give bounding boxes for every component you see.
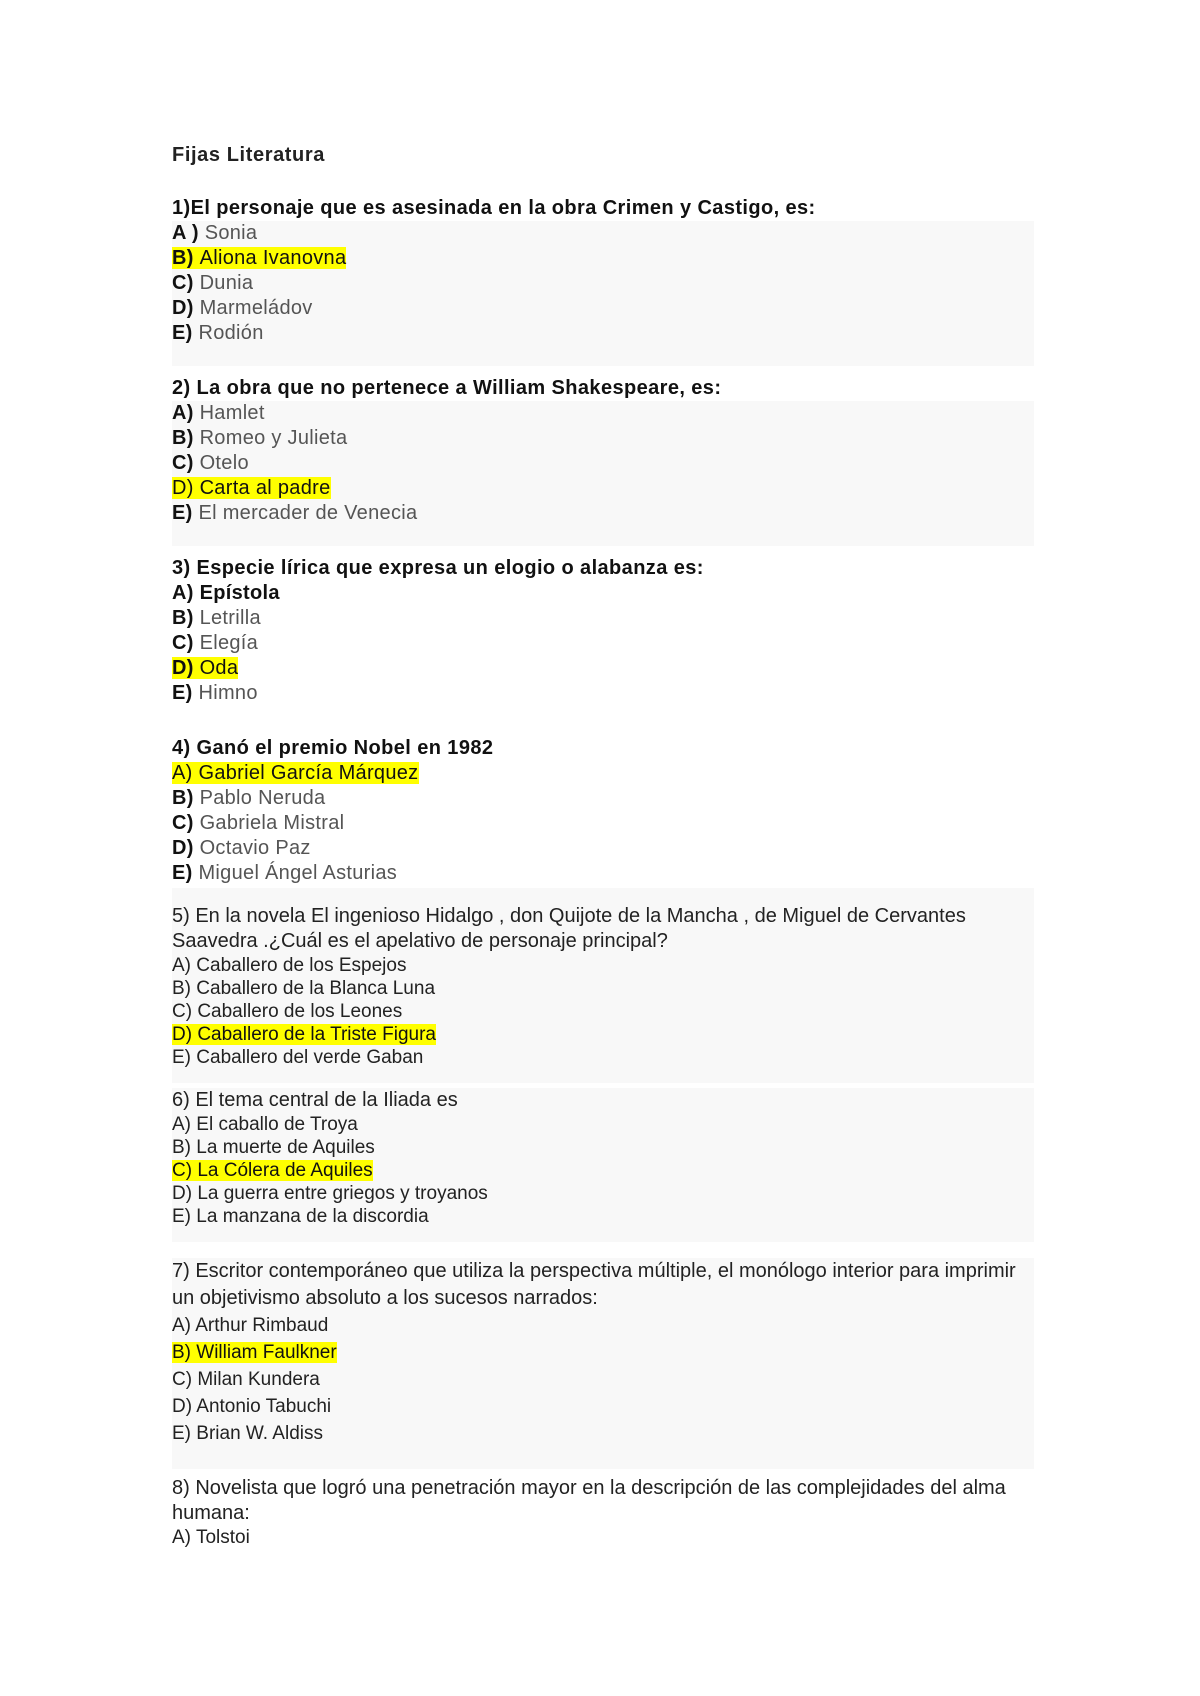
option-a: A) Epístola <box>172 582 280 604</box>
option-a: A) Arthur Rimbaud <box>172 1315 329 1336</box>
option-e: E) El mercader de Venecia <box>172 502 418 524</box>
question-5 <box>172 888 1034 1083</box>
option-c: C) Dunia <box>172 272 254 294</box>
options-block <box>172 581 1034 706</box>
option-c: C) Elegía <box>172 632 259 654</box>
question-text: 4) Ganó el premio Nobel en 1982 <box>172 737 494 759</box>
question-1 <box>172 196 1034 366</box>
option-b: B) Letrilla <box>172 607 261 629</box>
option-b: B) La muerte de Aquiles <box>172 1137 375 1158</box>
option-b: B) Caballero de la Blanca Luna <box>172 978 436 999</box>
option-a: A) Hamlet <box>172 402 265 424</box>
option-d: D) Marmeládov <box>172 297 313 319</box>
option-d: D) Caballero de la Triste Figura <box>172 1024 436 1045</box>
option-c: C) Gabriela Mistral <box>172 812 345 834</box>
option-e: E) Himno <box>172 682 258 704</box>
options-block <box>172 1312 1034 1447</box>
option-a: A) El caballo de Troya <box>172 1114 358 1135</box>
options-block <box>172 761 1034 886</box>
option-e: E) Caballero del verde Gaban <box>172 1047 424 1068</box>
question-text: 2) La obra que no pertenece a William Shakespeare, es: <box>172 377 722 399</box>
options-block <box>172 221 1034 366</box>
option-c: C) Milan Kundera <box>172 1369 320 1390</box>
options-block <box>172 1113 1034 1228</box>
document-title: Fijas Literatura <box>172 144 325 166</box>
question-text: 7) Escritor contemporáneo que utiliza la perspectiva múltiple, el monólogo interior para imprimir un objetivismo absoluto a los sucesos narrados: <box>172 1260 1016 1309</box>
question-3 <box>172 556 1034 706</box>
option-a: A) Caballero de los Espejos <box>172 955 407 976</box>
option-b: B) Aliona Ivanovna <box>172 247 347 269</box>
option-d: D) Antonio Tabuchi <box>172 1396 332 1417</box>
option-d: D) Carta al padre <box>172 477 331 499</box>
option-e: E) Brian W. Aldiss <box>172 1423 323 1444</box>
option-b: B) Pablo Neruda <box>172 787 326 809</box>
question-text: 6) El tema central de la Iliada es <box>172 1089 458 1111</box>
option-a: A ) Sonia <box>172 222 258 244</box>
option-c: C) Otelo <box>172 452 249 474</box>
question-6 <box>172 1088 1034 1242</box>
question-2 <box>172 376 1034 546</box>
option-e: E) Rodión <box>172 322 264 344</box>
options-block <box>172 401 1034 546</box>
option-e: E) La manzana de la discordia <box>172 1206 429 1227</box>
question-text: 3) Especie lírica que expresa un elogio o alabanza es: <box>172 557 704 579</box>
option-a: A) Gabriel García Márquez <box>172 762 419 784</box>
options-block <box>172 954 1034 1069</box>
option-d: D) La guerra entre griegos y troyanos <box>172 1183 488 1204</box>
option-c: C) Caballero de los Leones <box>172 1001 403 1022</box>
option-c: C) La Cólera de Aquiles <box>172 1160 373 1181</box>
option-d: D) Oda <box>172 657 239 679</box>
option-b: B) William Faulkner <box>172 1342 337 1363</box>
question-7 <box>172 1258 1034 1469</box>
option-e: E) Miguel Ángel Asturias <box>172 862 398 884</box>
option-b: B) Romeo y Julieta <box>172 427 348 449</box>
question-text: 8) Novelista que logró una penetración mayor en la descripción de las complejidades del alma humana: <box>172 1477 1006 1524</box>
question-text: 1)El personaje que es asesinada en la obra Crimen y Castigo, es: <box>172 197 816 219</box>
options-block <box>172 1526 1034 1549</box>
question-text: 5) En la novela El ingenioso Hidalgo , don Quijote de la Mancha , de Miguel de Cervantes Saavedra .¿Cuál es el apelativo de personaje principal? <box>172 905 966 952</box>
question-8 <box>172 1476 1034 1549</box>
option-d: D) Octavio Paz <box>172 837 311 859</box>
question-4 <box>172 736 1034 886</box>
option-a: A) Tolstoi <box>172 1527 250 1548</box>
